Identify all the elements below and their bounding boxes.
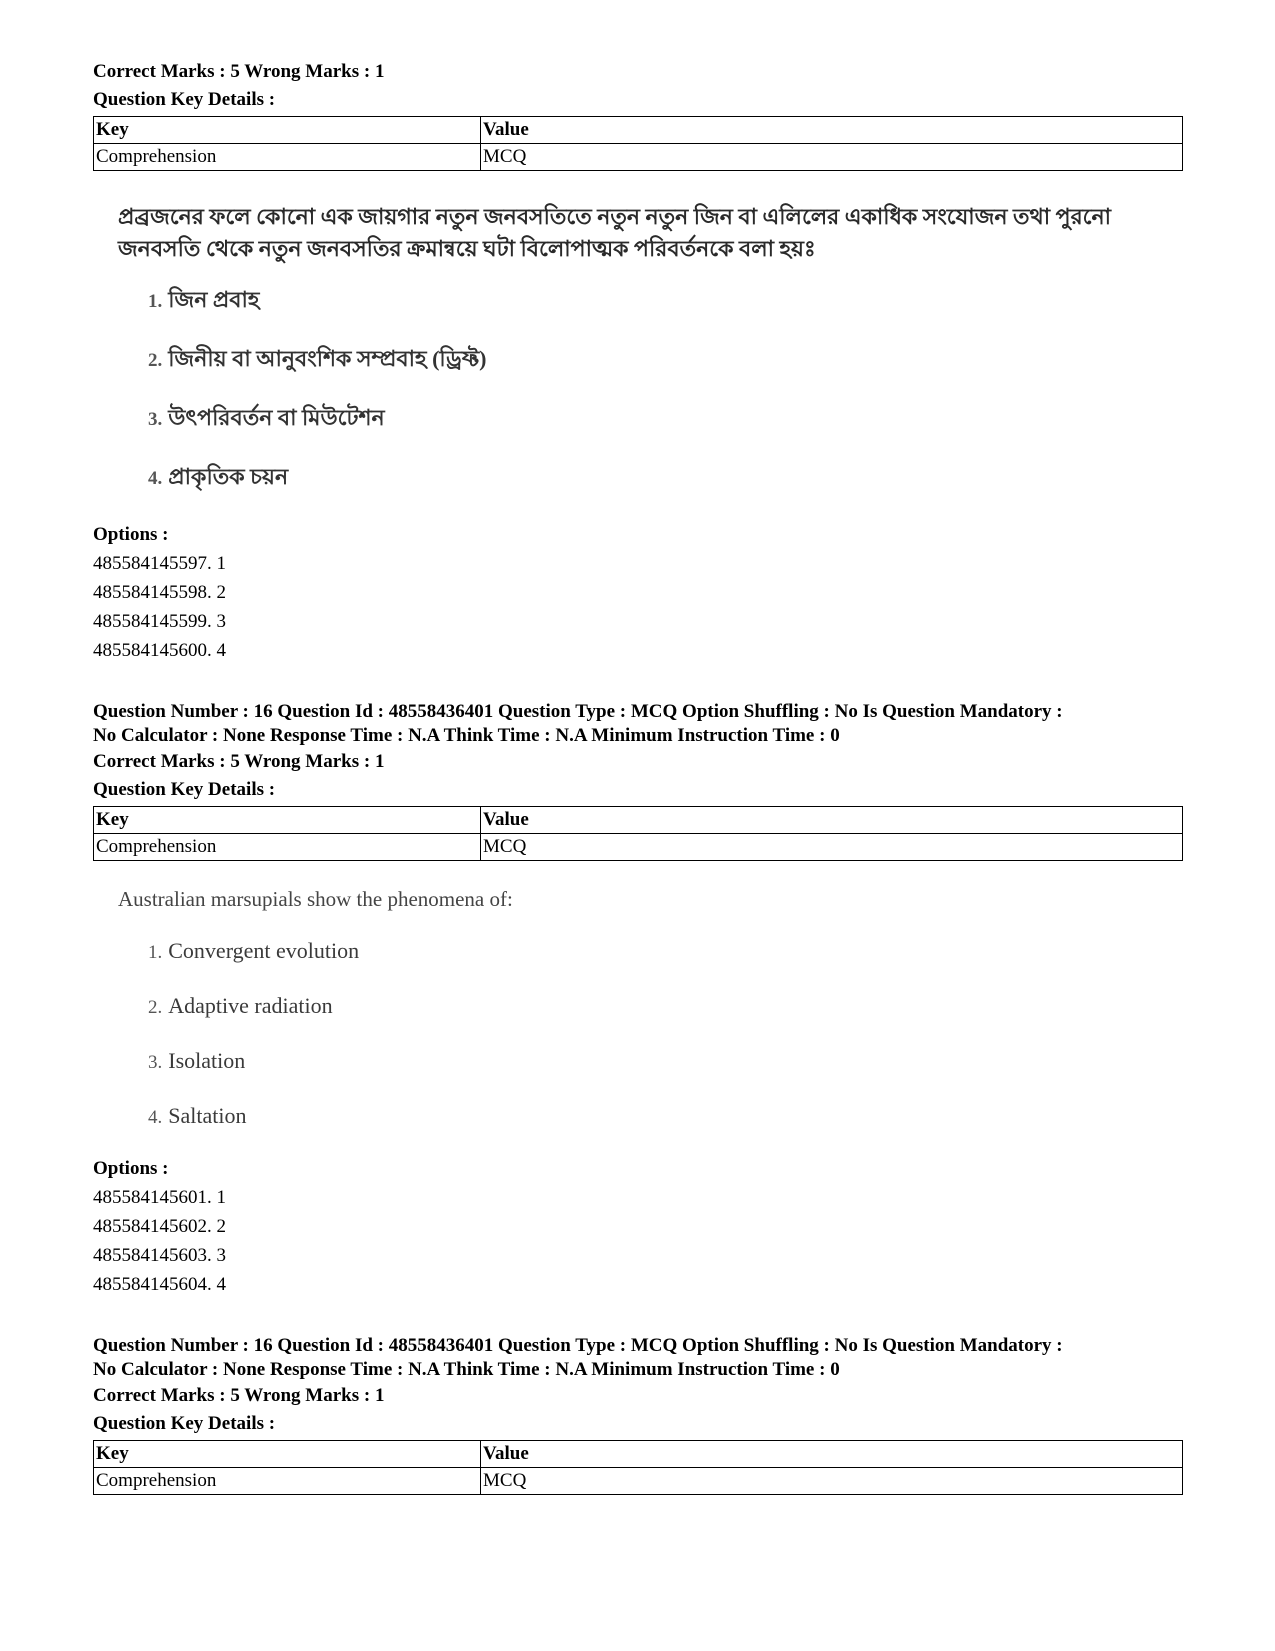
table-header-value: Value — [481, 117, 1183, 144]
key-details-label: Question Key Details : — [93, 779, 276, 800]
option-line: 485584145603. 3 — [93, 1245, 226, 1266]
options-label: Options : — [93, 1158, 169, 1179]
options-label: Options : — [93, 524, 169, 545]
option-line: 485584145598. 2 — [93, 582, 226, 603]
choice-text: Adaptive radiation — [168, 993, 333, 1018]
option-line: 485584145597. 1 — [93, 553, 226, 574]
choice-text: Convergent evolution — [168, 938, 360, 963]
table-header-key: Key — [94, 117, 481, 144]
marks-line: Correct Marks : 5 Wrong Marks : 1 — [93, 751, 385, 772]
table-header-key: Key — [94, 1441, 481, 1468]
question-stem: Australian marsupials show the phenomena of: — [118, 887, 513, 911]
table-header-value: Value — [481, 807, 1183, 834]
choice-text: Saltation — [168, 1103, 247, 1128]
question-block-2 — [93, 700, 1183, 1299]
key-details-table — [93, 116, 1183, 171]
option-line: 485584145600. 4 — [93, 640, 226, 661]
choice-number: 3. — [148, 1052, 163, 1073]
table-header-row — [94, 1441, 1183, 1468]
key-details-table — [93, 806, 1183, 861]
table-row — [94, 834, 1183, 861]
choice-number: 2. — [148, 997, 163, 1018]
choice-number: 3. — [148, 409, 163, 430]
choice-item — [148, 344, 1118, 376]
choice-text: Isolation — [168, 1048, 246, 1073]
choice-text: জিন প্রবাহ — [168, 287, 260, 312]
choice-number: 4. — [148, 1107, 163, 1128]
choice-item — [148, 991, 1183, 1023]
question-choices — [148, 285, 1118, 494]
question-stem: প্রব্রজনের ফলে কোনো এক জায়গার নতুন জনবসতিতে নতুন নতুন জিন বা এলিলের একাধিক সংযোজন তথা পুরনো জনবসতি থেকে নতুন জনবসতির ক্রমান্বয়ে ঘটা বিলোপাত্মক পরিবর্তনকে বলা হয়ঃ — [118, 204, 1112, 261]
table-cell-key: Comprehension — [94, 834, 481, 861]
choice-number: 1. — [148, 291, 163, 312]
table-cell-value: MCQ — [481, 144, 1183, 171]
table-header-row — [94, 117, 1183, 144]
question-image-english — [118, 883, 1183, 1133]
choice-item — [148, 462, 1118, 494]
key-details-label: Question Key Details : — [93, 1413, 276, 1434]
question-block-3 — [93, 1334, 1183, 1495]
choice-item — [148, 285, 1118, 317]
table-row — [94, 144, 1183, 171]
question-paper-page — [93, 58, 1183, 1495]
marks-line: Correct Marks : 5 Wrong Marks : 1 — [93, 1385, 385, 1406]
question-image-bengali — [118, 201, 1118, 494]
choice-number: 2. — [148, 350, 163, 371]
question-block-1 — [93, 58, 1183, 665]
table-header-key: Key — [94, 807, 481, 834]
choice-item — [148, 1046, 1183, 1078]
choice-text: উৎপরিবর্তন বা মিউটেশন — [168, 405, 385, 430]
table-cell-key: Comprehension — [94, 144, 481, 171]
table-header-value: Value — [481, 1441, 1183, 1468]
question-header-line-2: No Calculator : None Response Time : N.A Think Time : N.A Minimum Instruction Time : 0 — [93, 725, 840, 746]
key-details-label: Question Key Details : — [93, 89, 276, 110]
table-cell-value: MCQ — [481, 834, 1183, 861]
option-line: 485584145602. 2 — [93, 1216, 226, 1237]
choice-item — [148, 403, 1118, 435]
question-header-line-2: No Calculator : None Response Time : N.A Think Time : N.A Minimum Instruction Time : 0 — [93, 1359, 840, 1380]
question-header-line-1: Question Number : 16 Question Id : 48558436401 Question Type : MCQ Option Shuffling : No Is Question Mandatory : — [93, 701, 1063, 722]
question-choices — [148, 936, 1183, 1133]
choice-item — [148, 936, 1183, 968]
choice-item — [148, 1101, 1183, 1133]
table-cell-value: MCQ — [481, 1468, 1183, 1495]
choice-number: 1. — [148, 942, 163, 963]
choice-number: 4. — [148, 468, 163, 489]
table-header-row — [94, 807, 1183, 834]
question-header-line-1: Question Number : 16 Question Id : 48558436401 Question Type : MCQ Option Shuffling : No Is Question Mandatory : — [93, 1335, 1063, 1356]
option-line: 485584145604. 4 — [93, 1274, 226, 1295]
table-row — [94, 1468, 1183, 1495]
marks-line: Correct Marks : 5 Wrong Marks : 1 — [93, 61, 385, 82]
key-details-table — [93, 1440, 1183, 1495]
table-cell-key: Comprehension — [94, 1468, 481, 1495]
option-line: 485584145599. 3 — [93, 611, 226, 632]
choice-text: প্রাকৃতিক চয়ন — [168, 464, 289, 489]
choice-text: জিনীয় বা আনুবংশিক সম্প্রবাহ (ড্রিফ্ট) — [168, 346, 487, 371]
option-line: 485584145601. 1 — [93, 1187, 226, 1208]
